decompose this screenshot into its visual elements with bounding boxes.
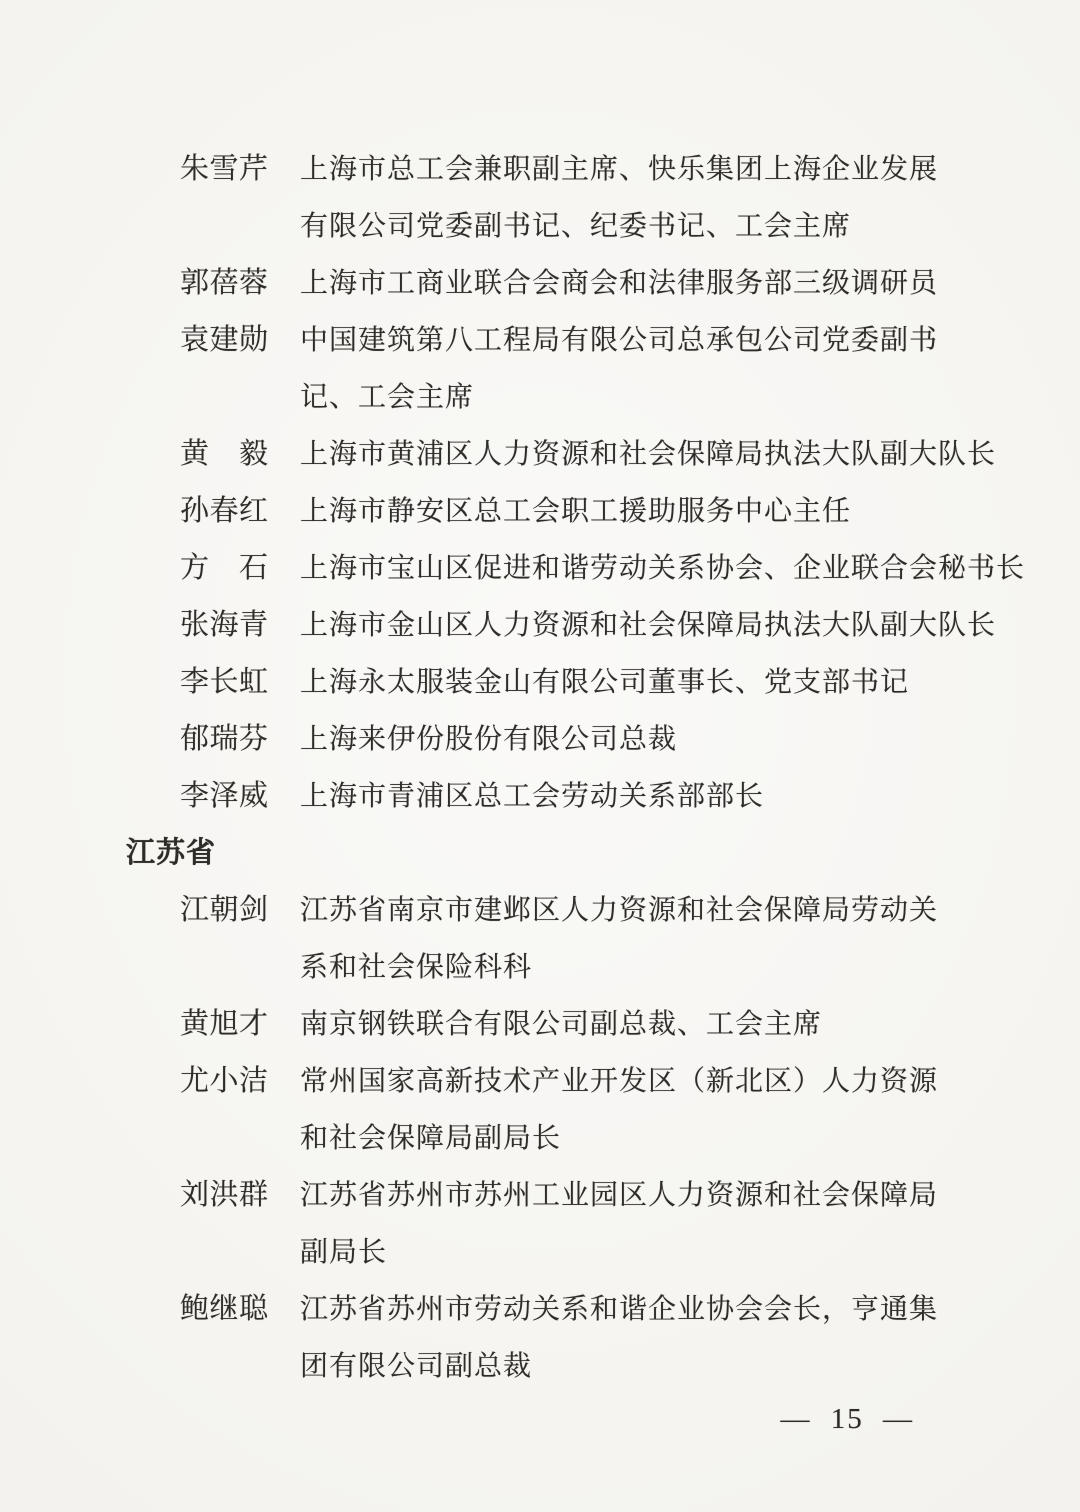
person-name: 朱雪芹 <box>180 153 268 185</box>
list-item <box>0 996 1080 1053</box>
title-line: 常州国家高新技术产业开发区（新北区）人力资源 <box>300 1066 939 1097</box>
title-line: 中国建筑第八工程局有限公司总承包公司党委副书 <box>300 325 939 356</box>
person-title <box>300 711 677 768</box>
title-line: 上海市黄浦区人力资源和社会保障局执法大队副大队长 <box>300 439 997 470</box>
list-item <box>0 654 1080 711</box>
person-title <box>300 1281 938 1395</box>
title-line: 江苏省苏州市劳动关系和谐企业协会会长，亨通集 <box>300 1294 939 1325</box>
title-line: 上海市工商业联合会商会和法律服务部三级调研员 <box>300 268 939 299</box>
person-title <box>300 882 938 996</box>
title-line: 江苏省南京市建邺区人力资源和社会保障局劳动关 <box>300 895 939 926</box>
person-name: 江朝剑 <box>180 894 268 926</box>
person-name: 袁建勋 <box>180 324 268 356</box>
list-item <box>0 426 1080 483</box>
title-line: 系和社会保险科科 <box>300 952 533 983</box>
section-header-jiangsu: 江苏省 <box>126 837 217 869</box>
person-name: 郁瑞芬 <box>180 723 268 755</box>
title-line: 有限公司党委副书记、纪委书记、工会主席 <box>300 211 852 242</box>
list-item <box>0 1167 1080 1281</box>
title-line: 南京钢铁联合有限公司副总裁、工会主席 <box>300 1009 823 1040</box>
person-name: 黄毅 <box>180 438 268 470</box>
list-item <box>0 540 1080 597</box>
person-title <box>300 312 938 426</box>
person-title <box>300 540 1025 597</box>
person-title <box>300 1053 938 1167</box>
title-line: 副局长 <box>300 1237 388 1268</box>
person-name: 尤小洁 <box>180 1065 268 1097</box>
title-line: 上海永太服装金山有限公司董事长、党支部书记 <box>300 667 910 698</box>
person-name: 李泽威 <box>180 780 268 812</box>
title-line: 上海市金山区人力资源和社会保障局执法大队副大队长 <box>300 610 997 641</box>
title-line: 上海市青浦区总工会劳动关系部部长 <box>300 781 765 812</box>
person-name: 孙春红 <box>180 495 268 527</box>
person-name: 鲍继聪 <box>180 1293 268 1325</box>
list-item <box>0 141 1080 255</box>
person-title <box>300 996 822 1053</box>
title-line: 和社会保障局副局长 <box>300 1123 562 1154</box>
list-item <box>0 882 1080 996</box>
list-item <box>0 312 1080 426</box>
person-title <box>300 483 851 540</box>
list-item <box>0 1053 1080 1167</box>
list-item <box>0 711 1080 768</box>
list-item <box>0 597 1080 654</box>
person-title <box>300 255 938 312</box>
person-title <box>300 426 996 483</box>
person-name: 刘洪群 <box>180 1179 268 1211</box>
roster-list <box>0 141 1080 1395</box>
title-line: 记、工会主席 <box>300 382 475 413</box>
person-name: 张海青 <box>180 609 268 641</box>
person-name: 郭蓓蓉 <box>180 267 268 299</box>
page-number: — 15 — <box>780 1403 914 1435</box>
person-title <box>300 597 996 654</box>
title-line: 上海市宝山区促进和谐劳动关系协会、企业联合会秘书长 <box>300 553 1026 584</box>
title-line: 上海市总工会兼职副主席、快乐集团上海企业发展 <box>300 154 939 185</box>
title-line: 上海市静安区总工会职工援助服务中心主任 <box>300 496 852 527</box>
title-line: 江苏省苏州市苏州工业园区人力资源和社会保障局 <box>300 1180 939 1211</box>
person-title <box>300 768 764 825</box>
person-title <box>300 141 938 255</box>
list-item <box>0 768 1080 825</box>
title-line: 团有限公司副总裁 <box>300 1351 533 1382</box>
title-line: 上海来伊份股份有限公司总裁 <box>300 724 678 755</box>
list-item <box>0 255 1080 312</box>
person-title <box>300 1167 938 1281</box>
person-name: 黄旭才 <box>180 1008 268 1040</box>
person-title <box>300 654 909 711</box>
person-name: 李长虹 <box>180 666 268 698</box>
list-item <box>0 1281 1080 1395</box>
person-name: 方石 <box>180 552 268 584</box>
list-item <box>0 483 1080 540</box>
